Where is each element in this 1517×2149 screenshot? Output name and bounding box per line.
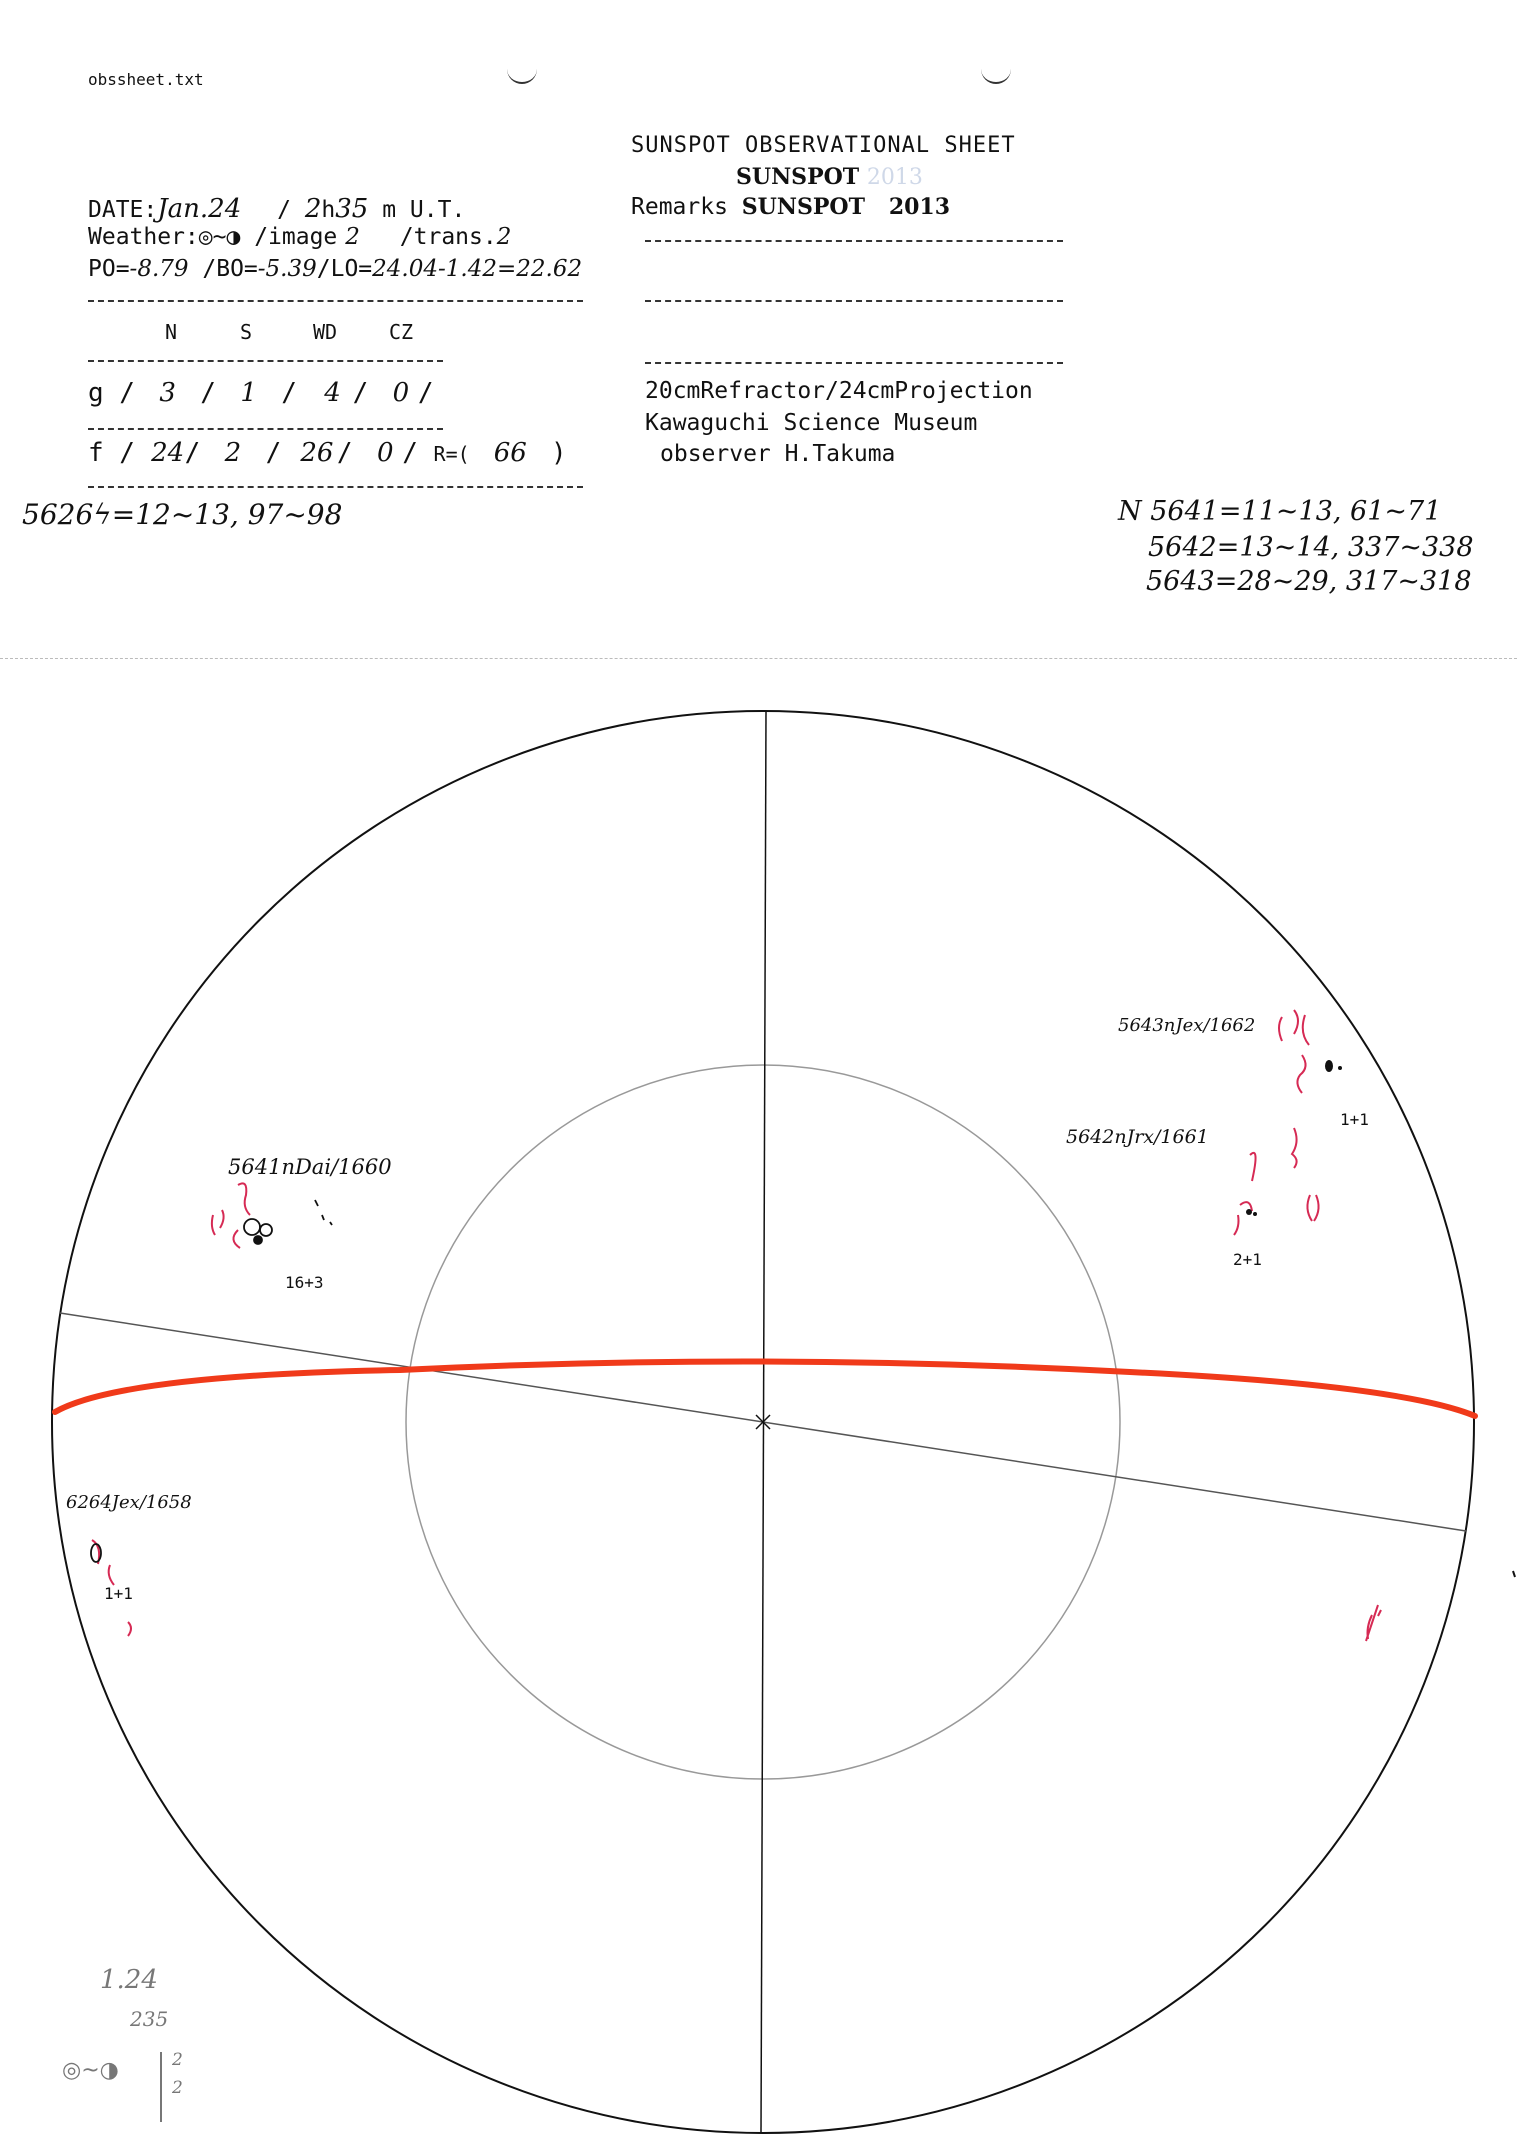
image-value: 2 [345,224,360,250]
label-5642: 5642nJrx/1661 [1066,1126,1209,1148]
bo-value: -5.39 [257,256,317,282]
note-image: 2 [172,2050,183,2070]
sketch-5643 [1279,1010,1309,1093]
lo-value: 24.04-1.42=22.62 [372,256,583,282]
sketch-limb-right [1366,1605,1381,1641]
g-wd: 4 [324,378,341,408]
date-value: Jan.24 [157,194,242,224]
col-cz: CZ [389,320,414,344]
col-wd: WD [313,320,338,344]
note-time: 235 [130,2007,169,2031]
range-5643: 5643=28~29, 317~318 [1146,566,1472,597]
remarks-year: 2013 [888,194,951,220]
remarks-line: Remarks SUNSPOT 2013 [631,194,951,220]
label-6264: 6264Jex/1658 [66,1492,192,1513]
edge-mark [1513,1571,1515,1577]
g-s: 1 [240,378,257,408]
col-n: N [165,320,178,344]
instrument-line-2: Kawaguchi Science Museum [645,410,978,436]
weather-line: Weather:◎~◑ /image 2 /trans.2 [88,224,512,250]
note-trans: 2 [172,2078,183,2098]
sheet-subtitle-year: 2013 [866,165,923,190]
remarks-stamp: SUNSPOT [741,194,865,220]
date-line: DATE:Jan.24 / 2h35 m U.T. [88,194,466,224]
po-value: -8.79 [129,256,189,282]
sketch-5641 [212,1183,250,1248]
minute-value: 35 [335,194,369,224]
note-date: 1.24 [100,1965,158,1995]
sheet-subtitle: SUNSPOT 2013 [736,164,923,190]
note-weather: ◎~◑ [62,2058,119,2083]
f-wd: 26 [300,438,334,468]
solar-equator [55,1361,1475,1416]
sheet-title: SUNSPOT OBSERVATIONAL SHEET [631,133,1016,158]
f-n: 24 [151,438,185,468]
count-5643: 1+1 [1340,1110,1369,1129]
f-s: 2 [224,438,242,468]
trans-value: 2 [496,224,512,250]
g-row: g / 3 / 1 / 4 / 0 / [88,378,434,408]
g-n: 3 [159,378,176,408]
label-5641: 5641nDai/1660 [228,1155,392,1179]
note-bar [160,2052,162,2122]
sketch-5642 [1234,1128,1319,1235]
f-row: f / 24/ 2 / 26 / 0 / R=( 66 ) [88,438,567,468]
label-5643: 5643nJex/1662 [1118,1015,1256,1036]
range-5626: 5626ϟ=12~13, 97~98 [22,498,343,531]
instrument-line-3: observer H.Takuma [660,441,896,467]
count-6264: 1+1 [104,1584,133,1603]
sketch-5641-spots [244,1200,332,1244]
ephemeris-line: PO=-8.79 /BO=-5.39/LO=24.04-1.42=22.62 [88,256,583,282]
range-5642: 5642=13~14, 337~338 [1148,532,1474,563]
g-cz: 0 [392,378,410,408]
col-s: S [240,320,253,344]
weather-value: ◎~◑ [198,224,241,250]
sketch-5643-spots [1325,1060,1342,1072]
count-5642: 2+1 [1233,1250,1262,1269]
range-5641: N 5641=11~13, 61~71 [1118,496,1442,527]
count-5641: 16+3 [285,1273,324,1292]
instrument-line-1: 20cmRefractor/24cmProjection [645,378,1033,404]
hour-value: 2 [304,194,322,224]
r-value: 66 [493,438,527,468]
f-cz: 0 [376,438,394,468]
file-name: obssheet.txt [88,70,204,89]
